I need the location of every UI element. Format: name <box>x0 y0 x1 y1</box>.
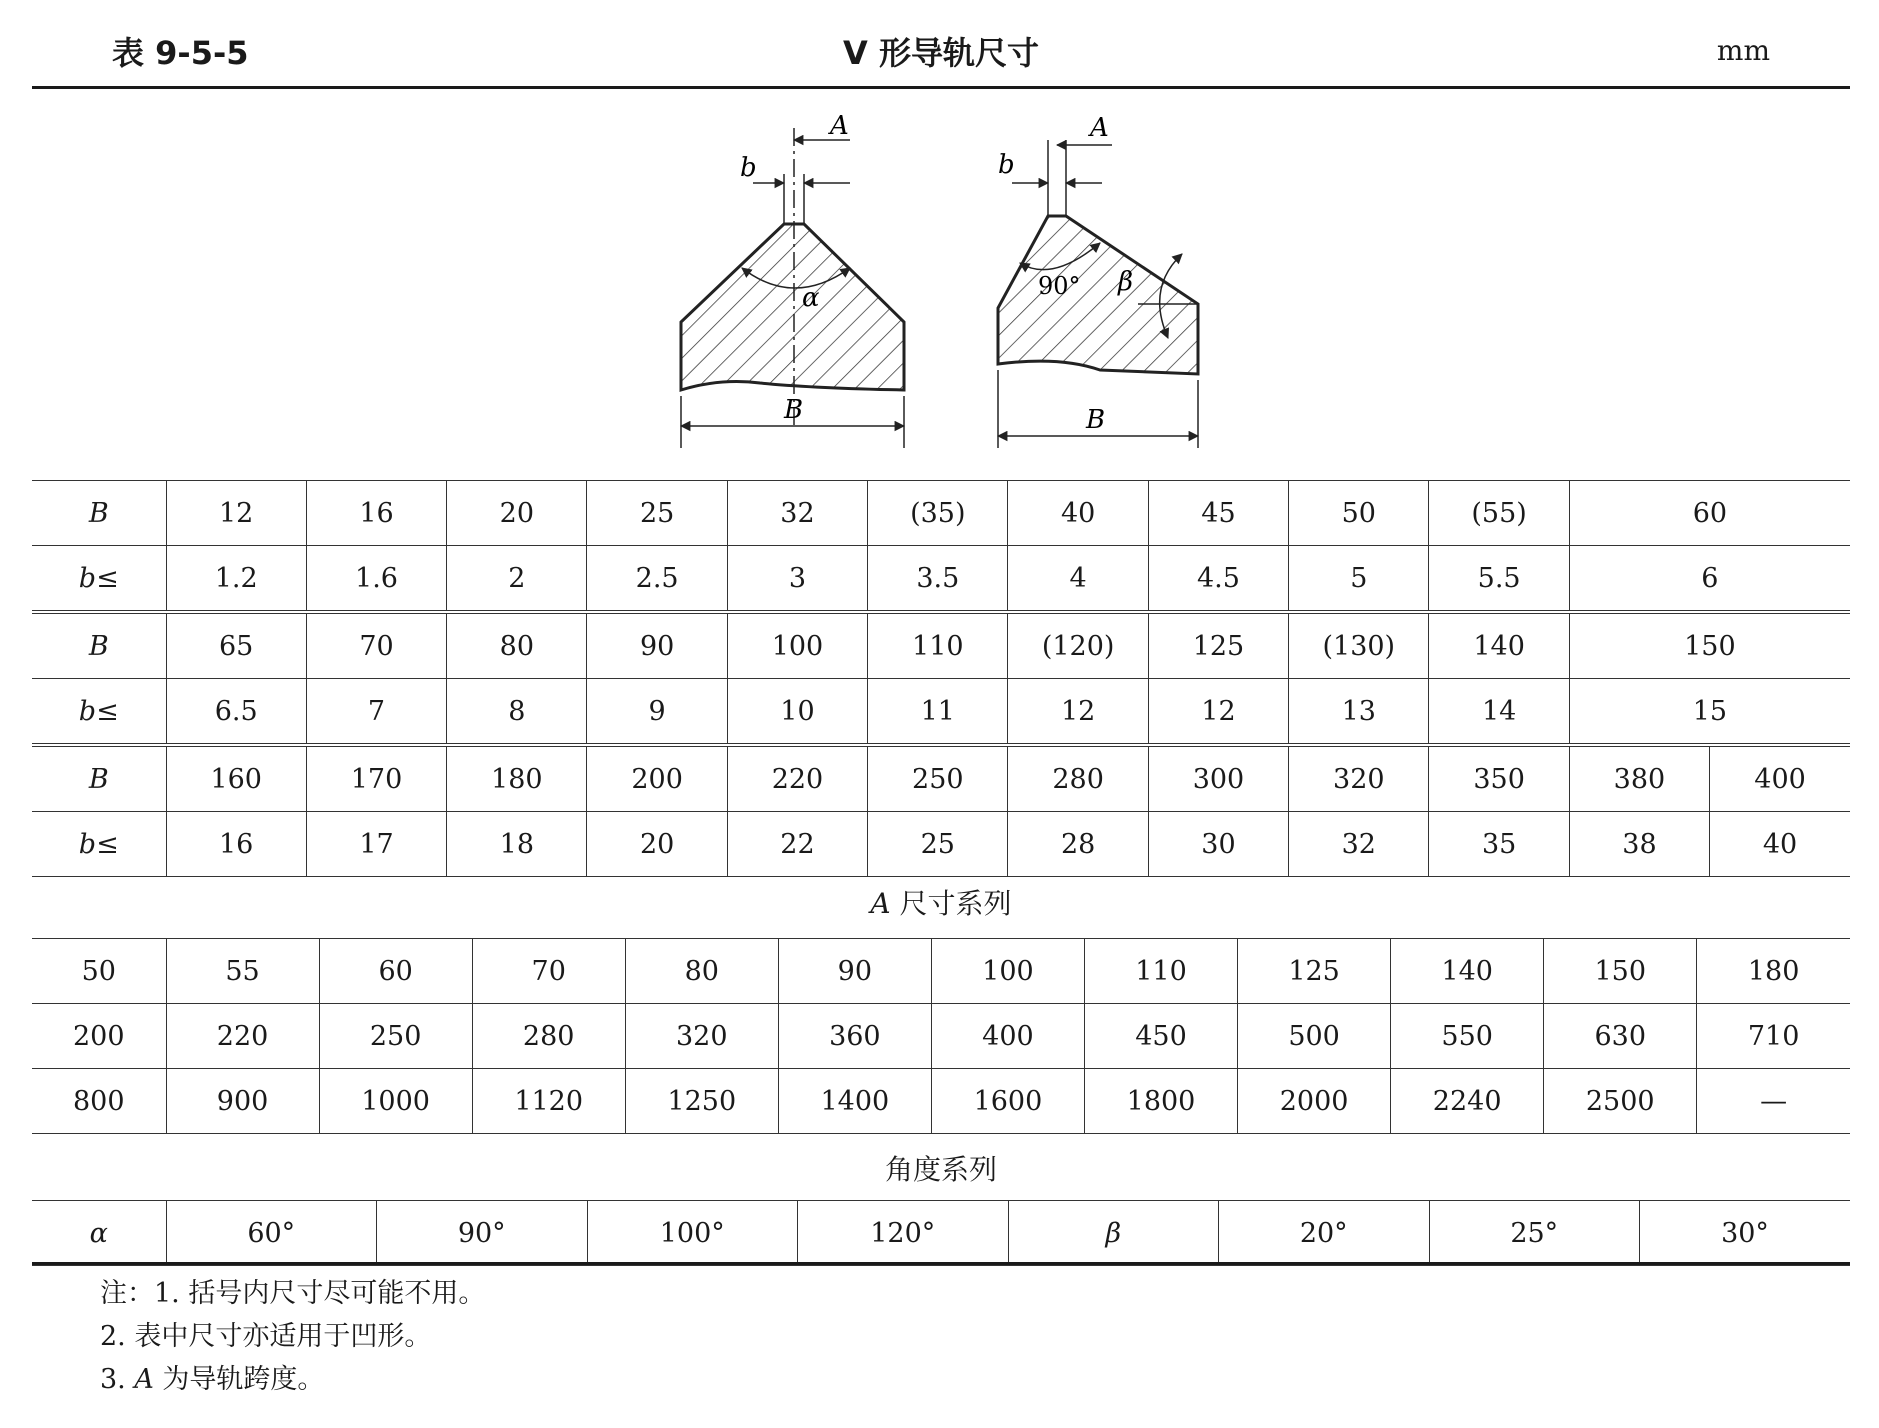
notes <box>100 1272 485 1401</box>
alpha-value-cell: 120° <box>798 1201 1009 1266</box>
a-series-cell: 250 <box>319 1004 472 1069</box>
fig2-label-90: 90° <box>1038 272 1081 300</box>
b-value-cell: 6 <box>1569 546 1850 613</box>
a-series-cell: 150 <box>1544 939 1697 1004</box>
a-series-cell: 280 <box>472 1004 625 1069</box>
a-series-cell: 400 <box>931 1004 1084 1069</box>
row-label-B: B <box>32 481 166 546</box>
a-series-cell: 900 <box>166 1069 319 1134</box>
a-series-row <box>32 939 1850 1004</box>
a-series-cell: 1800 <box>1084 1069 1237 1134</box>
a-series-cell: 500 <box>1238 1004 1391 1069</box>
b-value-cell: 4.5 <box>1148 546 1288 613</box>
row-label-b: b≤ <box>32 812 166 877</box>
fig1-label-B: B <box>784 395 804 425</box>
a-series-cell: 220 <box>166 1004 319 1069</box>
beta-value-cell: 20° <box>1219 1201 1430 1266</box>
B-value-cell: 220 <box>727 745 867 812</box>
B-value-cell: 12 <box>166 481 306 546</box>
b-value-cell: 22 <box>727 812 867 877</box>
b-table-row-b <box>32 812 1850 877</box>
a-series-cell: 140 <box>1391 939 1544 1004</box>
B-value-cell: 250 <box>868 745 1008 812</box>
table-header <box>32 28 1850 86</box>
B-value-cell: 80 <box>447 612 587 679</box>
a-series-cell: 2000 <box>1238 1069 1391 1134</box>
fig2-label-b: b <box>998 150 1015 180</box>
b-value-cell: 38 <box>1569 812 1709 877</box>
beta-value-cell: 25° <box>1429 1201 1640 1266</box>
a-series-cell: 125 <box>1238 939 1391 1004</box>
B-value-cell: 160 <box>166 745 306 812</box>
b-value-cell: 32 <box>1289 812 1429 877</box>
a-series-cell: 320 <box>625 1004 778 1069</box>
B-value-cell: 400 <box>1710 745 1850 812</box>
table-number: 表 9-5-5 <box>112 34 249 72</box>
alpha-label: α <box>32 1201 166 1266</box>
b-value-cell: 17 <box>306 812 446 877</box>
B-value-cell: 110 <box>868 612 1008 679</box>
a-series-table <box>32 938 1850 1134</box>
b-dimension-table <box>32 480 1850 877</box>
B-value-cell: (130) <box>1289 612 1429 679</box>
B-value-cell: 380 <box>1569 745 1709 812</box>
B-value-cell: 40 <box>1008 481 1148 546</box>
unit-label: mm <box>1716 34 1770 67</box>
a-series-heading <box>32 882 1850 922</box>
a-series-row <box>32 1004 1850 1069</box>
b-value-cell: 1.6 <box>306 546 446 613</box>
alpha-value-cell: 100° <box>587 1201 798 1266</box>
B-value-cell: 20 <box>447 481 587 546</box>
note-3 <box>100 1358 485 1401</box>
a-series-cell: 2240 <box>1391 1069 1544 1134</box>
a-series-cell: 80 <box>625 939 778 1004</box>
b-value-cell: 20 <box>587 812 727 877</box>
b-value-cell: 2 <box>447 546 587 613</box>
a-series-heading-text: 尺寸系列 <box>890 887 1012 920</box>
b-value-cell: 5 <box>1289 546 1429 613</box>
B-value-cell: 70 <box>306 612 446 679</box>
B-value-cell: (120) <box>1008 612 1148 679</box>
a-series-cell: 1400 <box>778 1069 931 1134</box>
a-series-cell: 55 <box>166 939 319 1004</box>
fig2-label-beta: β <box>1118 267 1134 297</box>
a-series-cell: 630 <box>1544 1004 1697 1069</box>
b-table-row-B <box>32 745 1850 812</box>
angle-series-heading: 角度系列 <box>884 1153 997 1186</box>
a-series-cell: 200 <box>32 1004 166 1069</box>
a-series-cell: 1250 <box>625 1069 778 1134</box>
b-value-cell: 6.5 <box>166 679 306 746</box>
B-value-cell: 32 <box>727 481 867 546</box>
symmetric-v-rail-figure <box>681 111 904 448</box>
a-series-cell: — <box>1697 1069 1850 1134</box>
a-series-cell: 1600 <box>931 1069 1084 1134</box>
a-series-cell: 180 <box>1697 939 1850 1004</box>
b-value-cell: 14 <box>1429 679 1569 746</box>
a-series-cell: 60 <box>319 939 472 1004</box>
a-series-row <box>32 1069 1850 1134</box>
B-value-cell: (55) <box>1429 481 1569 546</box>
row-label-b: b≤ <box>32 679 166 746</box>
B-value-cell: 200 <box>587 745 727 812</box>
table-title: V 形导轨尺寸 <box>843 34 1039 72</box>
b-value-cell: 11 <box>868 679 1008 746</box>
b-value-cell: 28 <box>1008 812 1148 877</box>
fig1-label-b: b <box>740 153 757 183</box>
a-series-cell: 100 <box>931 939 1084 1004</box>
a-series-cell: 1000 <box>319 1069 472 1134</box>
row-label-b: b≤ <box>32 546 166 613</box>
b-value-cell: 5.5 <box>1429 546 1569 613</box>
a-series-cell: 450 <box>1084 1004 1237 1069</box>
a-series-cell: 550 <box>1391 1004 1544 1069</box>
b-value-cell: 15 <box>1569 679 1850 746</box>
note-3-symbol: A <box>134 1364 154 1395</box>
fig1-label-alpha: α <box>802 283 820 313</box>
guide-rail-figures <box>660 108 1220 458</box>
fig2-label-B: B <box>1086 405 1106 435</box>
B-value-cell: 350 <box>1429 745 1569 812</box>
row-label-B: B <box>32 612 166 679</box>
B-value-cell: 300 <box>1148 745 1288 812</box>
b-value-cell: 7 <box>306 679 446 746</box>
a-series-cell: 1120 <box>472 1069 625 1134</box>
b-value-cell: 35 <box>1429 812 1569 877</box>
a-series-cell: 710 <box>1697 1004 1850 1069</box>
b-value-cell: 30 <box>1148 812 1288 877</box>
b-value-cell: 1.2 <box>166 546 306 613</box>
b-value-cell: 3.5 <box>868 546 1008 613</box>
B-value-cell: (35) <box>868 481 1008 546</box>
b-table-row-B <box>32 612 1850 679</box>
angle-series-table <box>32 1200 1850 1266</box>
B-value-cell: 65 <box>166 612 306 679</box>
B-value-cell: 45 <box>1148 481 1288 546</box>
B-value-cell: 16 <box>306 481 446 546</box>
B-value-cell: 90 <box>587 612 727 679</box>
bottom-rule <box>32 1262 1850 1265</box>
a-series-cell: 800 <box>32 1069 166 1134</box>
a-series-cell: 70 <box>472 939 625 1004</box>
b-value-cell: 4 <box>1008 546 1148 613</box>
B-value-cell: 100 <box>727 612 867 679</box>
fig1-label-A: A <box>830 111 849 141</box>
B-value-cell: 125 <box>1148 612 1288 679</box>
b-value-cell: 12 <box>1148 679 1288 746</box>
b-table-row-b <box>32 679 1850 746</box>
b-value-cell: 25 <box>868 812 1008 877</box>
B-value-cell: 180 <box>447 745 587 812</box>
b-value-cell: 2.5 <box>587 546 727 613</box>
b-table-row-b <box>32 546 1850 613</box>
row-label-B: B <box>32 745 166 812</box>
B-value-cell: 50 <box>1289 481 1429 546</box>
top-rule <box>32 86 1850 89</box>
B-value-cell: 60 <box>1569 481 1850 546</box>
note-2: 2. 表中尺寸亦适用于凹形。 <box>100 1321 432 1352</box>
b-value-cell: 10 <box>727 679 867 746</box>
note-1: 注：1. 括号内尺寸尽可能不用。 <box>100 1278 486 1309</box>
a-series-cell: 90 <box>778 939 931 1004</box>
a-series-cell: 50 <box>32 939 166 1004</box>
b-table-row-B <box>32 481 1850 546</box>
asymmetric-v-rail-figure <box>998 113 1198 448</box>
a-series-cell: 2500 <box>1544 1069 1697 1134</box>
B-value-cell: 280 <box>1008 745 1148 812</box>
a-series-cell: 110 <box>1084 939 1237 1004</box>
B-value-cell: 150 <box>1569 612 1850 679</box>
b-value-cell: 3 <box>727 546 867 613</box>
b-value-cell: 13 <box>1289 679 1429 746</box>
a-series-cell: 360 <box>778 1004 931 1069</box>
b-value-cell: 12 <box>1008 679 1148 746</box>
alpha-value-cell: 90° <box>377 1201 588 1266</box>
b-value-cell: 16 <box>166 812 306 877</box>
angle-row <box>32 1201 1850 1266</box>
B-value-cell: 170 <box>306 745 446 812</box>
beta-label: β <box>1008 1201 1219 1266</box>
b-value-cell: 18 <box>447 812 587 877</box>
a-series-heading-symbol: A <box>870 887 891 920</box>
fig2-label-A: A <box>1090 113 1109 143</box>
note-3-text: 为导轨跨度。 <box>153 1364 325 1395</box>
alpha-value-cell: 60° <box>166 1201 377 1266</box>
b-value-cell: 8 <box>447 679 587 746</box>
b-value-cell: 40 <box>1710 812 1850 877</box>
B-value-cell: 25 <box>587 481 727 546</box>
B-value-cell: 320 <box>1289 745 1429 812</box>
B-value-cell: 140 <box>1429 612 1569 679</box>
beta-value-cell: 30° <box>1640 1201 1851 1266</box>
note-3-prefix: 3. <box>100 1364 135 1395</box>
b-value-cell: 9 <box>587 679 727 746</box>
